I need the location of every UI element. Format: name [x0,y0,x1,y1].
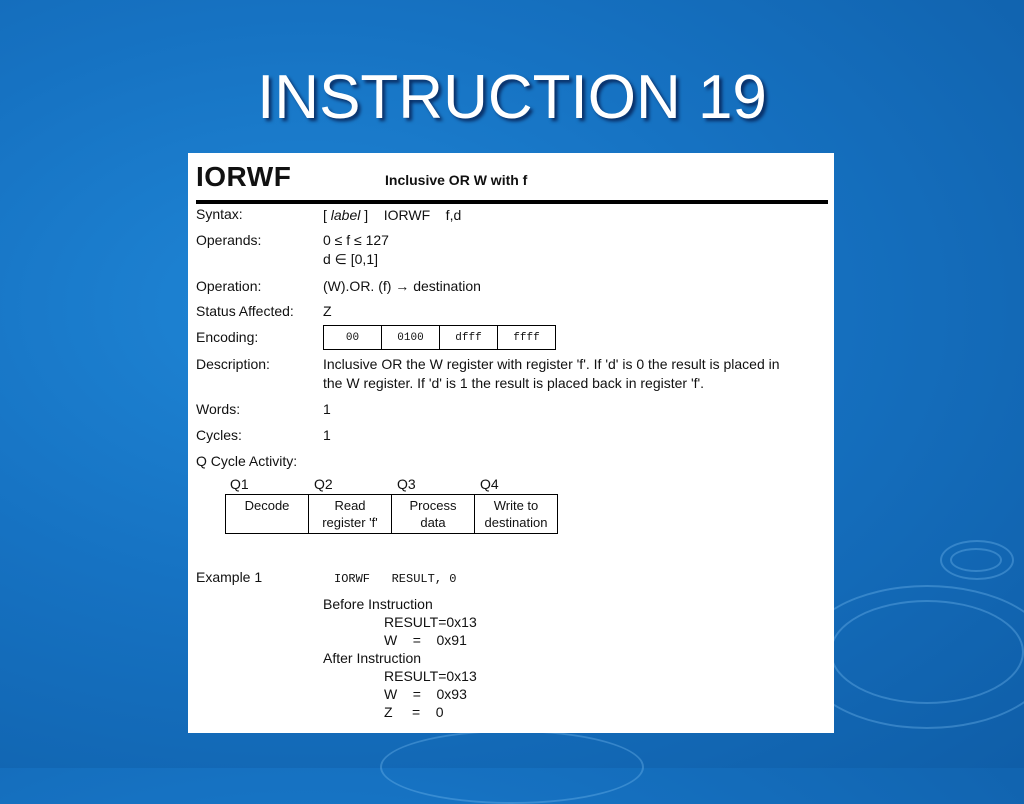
ripple-decoration [380,730,644,804]
operands-label: Operands: [196,232,262,248]
operation-label: Operation: [196,278,262,294]
syntax-rest: ] IORWF f,d [360,207,462,223]
description-label: Description: [196,356,270,372]
q-cycle-header: Q3 [397,476,416,492]
syntax-bracket-open: [ [323,207,331,223]
after-value-line: RESULT=0x13 [384,668,477,684]
words-label: Words: [196,401,241,417]
after-instruction-label: After Instruction [323,650,422,666]
q-cycle-header: Q2 [314,476,333,492]
q-cycle-cell [226,495,309,534]
q-cycle-table [225,494,558,534]
q-cycle-cell-line: destination [484,515,548,530]
before-value-line: W = 0x91 [384,632,467,648]
after-value-line: W = 0x93 [384,686,467,702]
q-cycle-cell-line: Decode [244,498,290,513]
status-affected-label: Status Affected: [196,303,294,319]
q-cycle-label: Q Cycle Activity: [196,453,298,469]
encoding-label: Encoding: [196,329,259,345]
q-cycle-cell-line: Write to [493,498,539,513]
q-cycle-cell [309,495,392,534]
words-value: 1 [323,401,331,417]
header-rule [196,200,828,204]
before-instruction-label: Before Instruction [323,596,433,612]
q-cycle-header: Q1 [230,476,249,492]
q-cycle-cell-line: Process [409,498,457,513]
operation-value: (W).OR. (f) → destination [323,278,481,294]
operands-value [323,231,389,269]
instruction-document [188,153,834,733]
description-line-1: Inclusive OR the W register with register 'f'. If 'd' is 0 the result is placed in [323,356,780,372]
encoding-cell: 0100 [382,326,440,350]
operands-line-1: 0 ≤ f ≤ 127 [323,232,389,248]
example-code: IORWF RESULT, 0 [334,572,457,586]
status-affected-value: Z [323,303,332,319]
q-cycle-cell-line: Read [334,498,366,513]
syntax-value [323,206,461,225]
encoding-cell: 00 [324,326,382,350]
description-line-2: the W register. If 'd' is 1 the result is placed back in register 'f'. [323,375,705,391]
cycles-label: Cycles: [196,427,242,443]
operands-line-2: d ∈ [0,1] [323,251,379,267]
encoding-table [323,325,556,350]
before-value-line: RESULT=0x13 [384,614,477,630]
slide-title: INSTRUCTION 19 [257,63,767,132]
example-label: Example 1 [196,569,263,585]
instruction-description-title: Inclusive OR W with f [385,172,528,188]
syntax-label-italic: label [330,207,361,223]
after-value-line: Z = 0 [384,704,444,720]
cycles-value: 1 [323,427,331,443]
encoding-cell: ffff [498,326,556,350]
q-cycle-cell [392,495,475,534]
instruction-mnemonic: IORWF [196,161,292,192]
description-value [323,355,780,393]
before-values [384,613,477,649]
ripple-decoration [950,548,1002,572]
syntax-label: Syntax: [196,206,243,222]
q-cycle-cell [475,495,558,534]
q-cycle-cell-line: data [420,515,446,530]
encoding-cell: dfff [440,326,498,350]
q-cycle-cell-line: register 'f' [322,515,378,530]
q-cycle-header: Q4 [480,476,499,492]
after-values [384,667,477,721]
